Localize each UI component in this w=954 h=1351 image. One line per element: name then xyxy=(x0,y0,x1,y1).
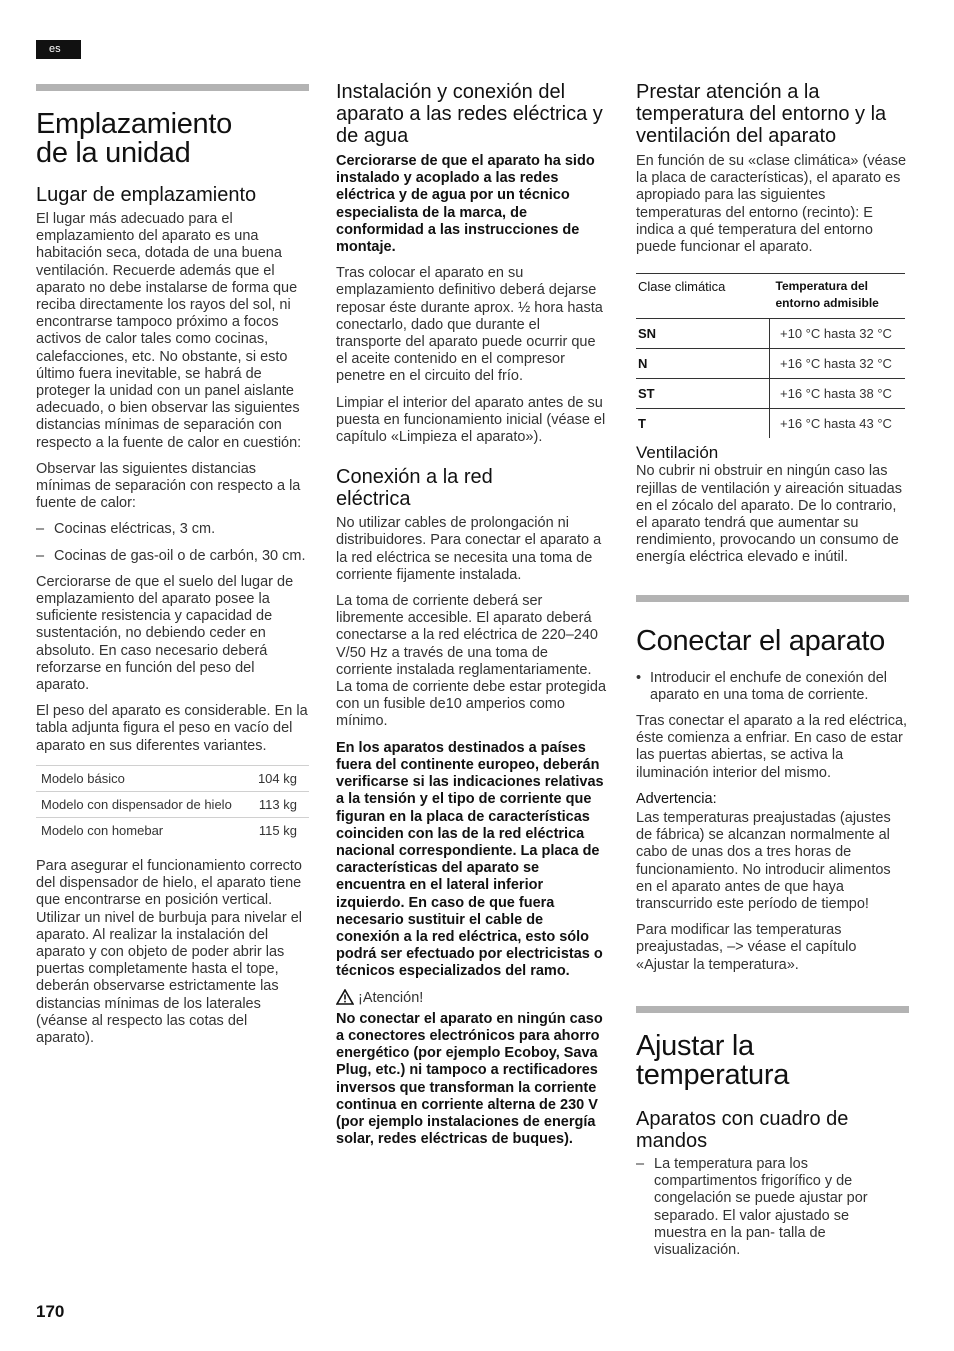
column-emplazamiento xyxy=(36,84,309,1047)
table-row xyxy=(636,379,905,409)
table-row xyxy=(636,319,905,349)
table-header-row xyxy=(636,274,905,319)
paragraph: La toma de corriente deberá ser libremente accesible. El aparato deberá conectarse a la red eléctrica de 220–240 V/50 Hz a través de una toma de corriente instalada reglamentariamente. La toma de corriente debe estar protegida con un fusible de10 amperios como mínimo. xyxy=(336,593,607,730)
table-cell: +10 °C hasta 32 °C xyxy=(770,319,906,349)
section-title-ajustar: Ajustar la temperatura xyxy=(636,1029,790,1091)
warning-icon xyxy=(336,989,354,1005)
paragraph: El lugar más adecuado para el emplazamiento del aparato es una habitación seca, dotada de una buena ventilación. Recuerde además que el aparato no debe instalarse de forma que reciba directamente los rayos del sol, ni encontrarse tampoco próximo a focos activos de calor tales como cocinas, calefacciones, etc. No obstante, si esto último fuera inevitable, se habrá de proteger la unidad con un panel aislante adecuado, o bien observar las siguientes distancias mínimas de separación con respecto a la fuente de calor en cuestión: xyxy=(36,211,302,451)
section-rule xyxy=(636,595,909,602)
page-number: 170 xyxy=(36,1302,65,1321)
subheading-aparatos: Aparatos con cuadro de mandos xyxy=(636,1107,849,1152)
table-cell: T xyxy=(636,409,770,439)
paragraph: Limpiar el interior del aparato antes de su puesta en funcionamiento inicial (véase el capítulo «Limpieza el aparato»). xyxy=(336,394,606,446)
bold-paragraph: En los aparatos destinados a países fuera del continente europeo, deberán verificarse si las indicaciones relativas a la tensión y el tipo de corriente que figuran en la placa de características coinciden con las de la red eléctrica nacional correspondiente. La placa de características del aparato se encuentra en el lateral inferior izquierdo. En caso de que fuera necesario sustituir el cable de conexión a la red eléctrica, esto sólo podrá ser efectuado por electricistas o técnicos especializados del ramo. xyxy=(336,739,604,980)
paragraph: Observar las siguientes distancias mínimas de separación con respecto a la fuente de calor: xyxy=(36,460,301,512)
paragraph: No utilizar cables de prolongación ni distribuidores. Para conectar el aparato a la red eléctrica se necesita una toma de corriente fijamente instalada. xyxy=(336,515,602,583)
paragraph: En función de su «clase climática» (véase la placa de características), el aparato es apropiado para las siguientes temperaturas del entorno (recinto): E indica a qué temperatura del entorno puede funcionar el aparato. xyxy=(636,153,907,256)
section-title-conectar: Conectar el aparato xyxy=(636,624,886,657)
table-header: Temperatura del entorno admisible xyxy=(775,279,879,311)
list-item: – Cocinas eléctricas, 3 cm. xyxy=(36,521,309,538)
subheading-lugar: Lugar de emplazamiento xyxy=(36,184,257,206)
list-item: – Cocinas de gas-oil o de carbón, 30 cm. xyxy=(36,548,309,565)
table-cell: 115 kg xyxy=(248,817,309,843)
table-cell: Modelo con homebar xyxy=(36,817,248,843)
weight-table xyxy=(36,765,309,843)
paragraph: Tras conectar el aparato a la red eléctrica, éste comienza a enfriar. En caso de estar las puertas abiertas, se activa la iluminación interior del mismo. xyxy=(636,713,908,781)
table-row xyxy=(36,765,309,791)
table-header: Clase climática xyxy=(638,279,726,295)
section-title-emplazamiento: Emplazamiento de la unidad xyxy=(36,108,232,169)
table-cell: Modelo básico xyxy=(36,765,248,791)
paragraph: Para asegurar el funcionamiento correcto del dispensador de hielo, el aparato tiene que encontrarse en posición vertical. Utilizar un nivel de burbuja para nivelar el aparato. Al realizar la instalación del aparato y con objeto de poder abrir las puertas completamente hasta el tope, deberán observarse estrictamente las distancias mínimas de los laterales (véanse al respecto las cotas del aparato). xyxy=(36,857,302,1046)
language-tag: es xyxy=(36,40,81,59)
section-rule xyxy=(36,84,309,91)
table-cell: +16 °C hasta 43 °C xyxy=(770,409,906,439)
section-title-instalacion: Instalación y conexión del aparato a las redes eléctrica y de agua xyxy=(336,81,603,147)
table-row xyxy=(636,409,905,439)
subheading-ventilacion: Ventilación xyxy=(636,443,719,463)
list-item: • Introducir el enchufe de conexión del aparato en una toma de corriente. xyxy=(636,670,909,704)
table-cell: 113 kg xyxy=(248,791,309,817)
section-title-entorno: Prestar atención a la temperatura del entorno y la ventilación del aparato xyxy=(636,81,887,147)
table-row xyxy=(36,791,309,817)
attention-label xyxy=(336,989,608,1007)
column-entorno xyxy=(636,81,909,1259)
climate-table xyxy=(636,274,905,438)
paragraph: Para modificar las temperaturas preajustadas, –> véase el capítulo «Ajustar la temperatura». xyxy=(636,922,857,973)
table-cell: Modelo con dispensador de hielo xyxy=(36,791,248,817)
table-cell: 104 kg xyxy=(248,765,309,791)
table-row xyxy=(636,349,905,379)
paragraph: Cerciorarse de que el suelo del lugar de emplazamiento del aparato posee la suficiente resistencia y capacidad de sustentación, no debiendo ceder en absoluto. En caso necesario deberá reforzarse en función del peso del aparato. xyxy=(36,573,294,694)
list-item: – La temperatura para los compartimentos frigorífico y de congelación se puede ajustar por separado. El valor ajustado se muestra en la pan- talla de visualización. xyxy=(636,1156,904,1259)
table-cell: +16 °C hasta 38 °C xyxy=(770,379,906,409)
bold-paragraph: Cerciorarse de que el aparato ha sido instalado y acoplado a las redes eléctrica y de agua por un técnico especialista de la marca, de conformidad a las instrucciones de montaje. xyxy=(336,153,595,256)
paragraph: Tras colocar el aparato en su emplazamiento definitivo deberá dejarse reposar éste durante aprox. ½ hora hasta conectarlo, dado que durante el transporte del aparato puede ocurrir que el aceite contenido en el compresor penetre en el circuito del frío. xyxy=(336,265,603,385)
paragraph: Las temperaturas preajustadas (ajustes de fábrica) se alcanzan normalmente al cabo de unas dos a tres horas de funcionamiento. No introducir alimentos en el aparato antes de que haya transcurrido este período de tiempo! xyxy=(636,810,891,913)
subheading-conexion: Conexión a la red eléctrica xyxy=(336,466,493,511)
table-row xyxy=(36,817,309,843)
attention-text: ¡Atención! xyxy=(358,989,424,1006)
table-cell: N xyxy=(636,349,770,379)
paragraph: No cubrir ni obstruir en ningún caso las rejillas de ventilación y aireación situadas en el zócalo del aparato. De lo contrario, el aparato tendrá que aumentar su rendimiento, provocando un consumo de energía eléctrica elevado e inútil. xyxy=(636,463,902,566)
table-cell: +16 °C hasta 32 °C xyxy=(770,349,906,379)
paragraph: El peso del aparato es considerable. En la tabla adjunta figura el peso en vacío del aparato en sus diferentes variantes. xyxy=(36,703,308,754)
section-rule xyxy=(636,1006,909,1013)
bold-paragraph: No conectar el aparato en ningún caso a conectores electrónicos para ahorro energético (por ejemplo Ecoboy, Sava Plug, etc.) ni tampoco a rectificadores inversos que transforman la corriente continua en corriente alterna de 230 V (por ejemplo instalaciones de energía solar, redes eléctricas de buques). xyxy=(336,1010,603,1148)
column-instalacion xyxy=(336,81,608,1148)
table-cell: ST xyxy=(636,379,770,409)
warning-title: Advertencia: xyxy=(636,790,717,807)
table-cell: SN xyxy=(636,319,770,349)
